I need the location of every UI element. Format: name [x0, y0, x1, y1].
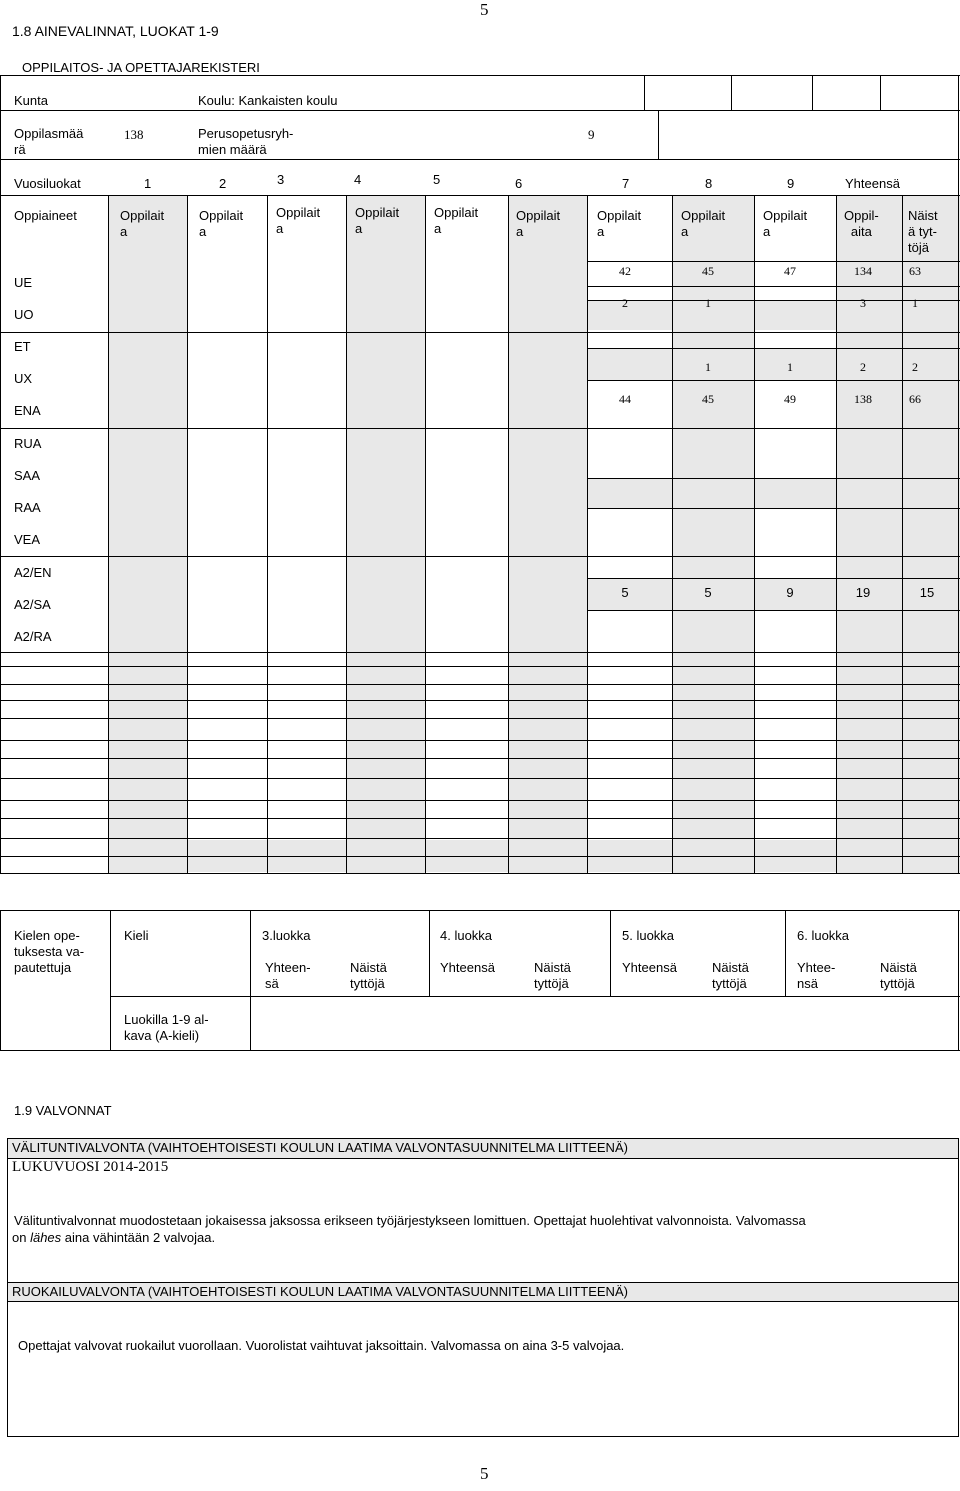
subject-raa: RAA	[14, 500, 41, 515]
page-number-top: 5	[480, 0, 489, 19]
class5-total-header: Yhteensä	[622, 960, 677, 975]
break-supervision-text-2: on lähes aina vähintään 2 valvojaa.	[12, 1230, 216, 1245]
col-header-4: Oppilait a	[355, 205, 400, 236]
class6-girls-header: Näistä tyttöjä	[880, 960, 917, 991]
grade-1: 1	[144, 176, 152, 191]
uo-grade8: 1	[705, 296, 711, 310]
uo-girls: 1	[912, 296, 918, 310]
class5-girls-header: Näistä tyttöjä	[712, 960, 749, 991]
group-count-label: Perusopetusryh- mien määrä	[198, 126, 294, 157]
subject-a2-en: A2/EN	[14, 565, 52, 580]
group-count-value: 9	[588, 127, 595, 142]
col-header-2: Oppilait a	[199, 208, 244, 239]
class4-girls-header: Näistä tyttöjä	[534, 960, 571, 991]
a2sa-grade9: 9	[786, 585, 794, 600]
subject-ena: ENA	[14, 403, 41, 418]
grade-7: 7	[622, 176, 630, 191]
grade-3: 3	[277, 172, 285, 187]
class3-girls-header: Näistä tyttöjä	[350, 960, 387, 991]
col-header-1: Oppilait a	[120, 208, 165, 239]
ux-grade9: 1	[787, 360, 793, 374]
ena-grade7: 44	[619, 392, 631, 406]
ena-grade9: 49	[784, 392, 796, 406]
col-header-girls: Näist ä tyt- töjä	[908, 208, 938, 255]
class4-total-header: Yhteensä	[440, 960, 495, 975]
ux-girls: 2	[912, 360, 918, 374]
grade-8: 8	[705, 176, 713, 191]
a-language-label: Luokilla 1-9 al- kava (A-kieli)	[124, 1012, 209, 1043]
col-header-5: Oppilait a	[434, 205, 479, 236]
subject-rua: RUA	[14, 436, 42, 451]
class-3-header: 3.luokka	[262, 928, 311, 943]
ena-girls: 66	[909, 392, 921, 406]
subject-a2-ra: A2/RA	[14, 629, 52, 644]
ux-grade8: 1	[705, 360, 711, 374]
grade-total: Yhteensä	[845, 176, 900, 191]
col-header-7: Oppilait a	[597, 208, 642, 239]
break-supervision-text-1: Välituntivalvonnat muodostetaan jokaisessa jaksossa erikseen työjärjestykseen lomittuen. Opettajat huolehtivat valvonnoista. Valvomassa	[14, 1213, 806, 1228]
grade-6: 6	[515, 176, 523, 191]
class-4-header: 4. luokka	[440, 928, 493, 943]
supervision-title: 1.9 VALVONNAT	[14, 1103, 112, 1118]
school-year: LUKUVUOSI 2014-2015	[12, 1159, 169, 1175]
class-6-header: 6. luokka	[797, 928, 850, 943]
grade-5: 5	[433, 172, 441, 187]
grades-label: Vuosiluokat	[14, 176, 81, 191]
col-header-9: Oppilait a	[763, 208, 808, 239]
ue-grade7: 42	[619, 264, 631, 278]
registry-subtitle: OPPILAITOS- JA OPETTAJAREKISTERI	[22, 60, 260, 75]
section-title: 1.8 AINEVALINNAT, LUOKAT 1-9	[12, 23, 219, 39]
col-header-8: Oppilait a	[681, 208, 726, 239]
ena-grade8: 45	[702, 392, 714, 406]
a2sa-total: 19	[855, 585, 871, 600]
language-label: Kieli	[124, 928, 149, 943]
subject-et: ET	[14, 339, 31, 354]
a2sa-girls: 15	[919, 585, 935, 600]
ue-girls: 63	[909, 264, 921, 278]
class6-total-header: Yhtee- nsä	[797, 960, 836, 991]
grade-4: 4	[354, 172, 362, 187]
student-count-value: 138	[124, 127, 144, 142]
page-number-bottom: 5	[480, 1464, 489, 1483]
subjects-header: Oppiaineet	[14, 208, 77, 223]
uo-grade7: 2	[622, 296, 628, 310]
lunch-supervision-heading: RUOKAILUVALVONTA (VAIHTOEHTOISESTI KOULUN LAATIMA VALVONTASUUNNITELMA LIITTEENÄ)	[12, 1284, 628, 1299]
ue-total: 134	[854, 264, 872, 278]
col-header-6: Oppilait a	[516, 208, 561, 239]
ue-grade8: 45	[702, 264, 714, 278]
ena-total: 138	[854, 392, 872, 406]
col-header-total: Oppil- aita	[844, 208, 879, 239]
grade-9: 9	[787, 176, 795, 191]
school-name: Koulu: Kankaisten koulu	[198, 93, 338, 108]
exempt-label: Kielen ope- tuksesta va- pautettuja	[14, 928, 85, 975]
a2sa-grade8: 5	[704, 585, 712, 600]
class-5-header: 5. luokka	[622, 928, 675, 943]
grade-2: 2	[219, 176, 227, 191]
col-header-3: Oppilait a	[276, 205, 321, 236]
ux-total: 2	[860, 360, 866, 374]
subject-a2-sa: A2/SA	[14, 597, 51, 612]
subject-ux: UX	[14, 371, 33, 386]
ue-grade9: 47	[784, 264, 796, 278]
subject-uo: UO	[14, 307, 34, 322]
municipality-label: Kunta	[14, 93, 48, 108]
student-count-label: Oppilasmää rä	[14, 126, 84, 157]
subject-ue: UE	[14, 275, 33, 290]
class3-total-header: Yhteen- sä	[265, 960, 311, 991]
subject-saa: SAA	[14, 468, 41, 483]
a2sa-grade7: 5	[621, 585, 629, 600]
uo-total: 3	[860, 296, 866, 310]
subject-vea: VEA	[14, 532, 41, 547]
break-supervision-heading: VÄLITUNTIVALVONTA (VAIHTOEHTOISESTI KOULUN LAATIMA VALVONTASUUNNITELMA LIITTEENÄ)	[12, 1140, 628, 1155]
lunch-supervision-text: Opettajat valvovat ruokailut vuorollaan. Vuorolistat vaihtuvat jaksoittain. Valvomassa on aina 3-5 valvojaa.	[18, 1338, 625, 1353]
